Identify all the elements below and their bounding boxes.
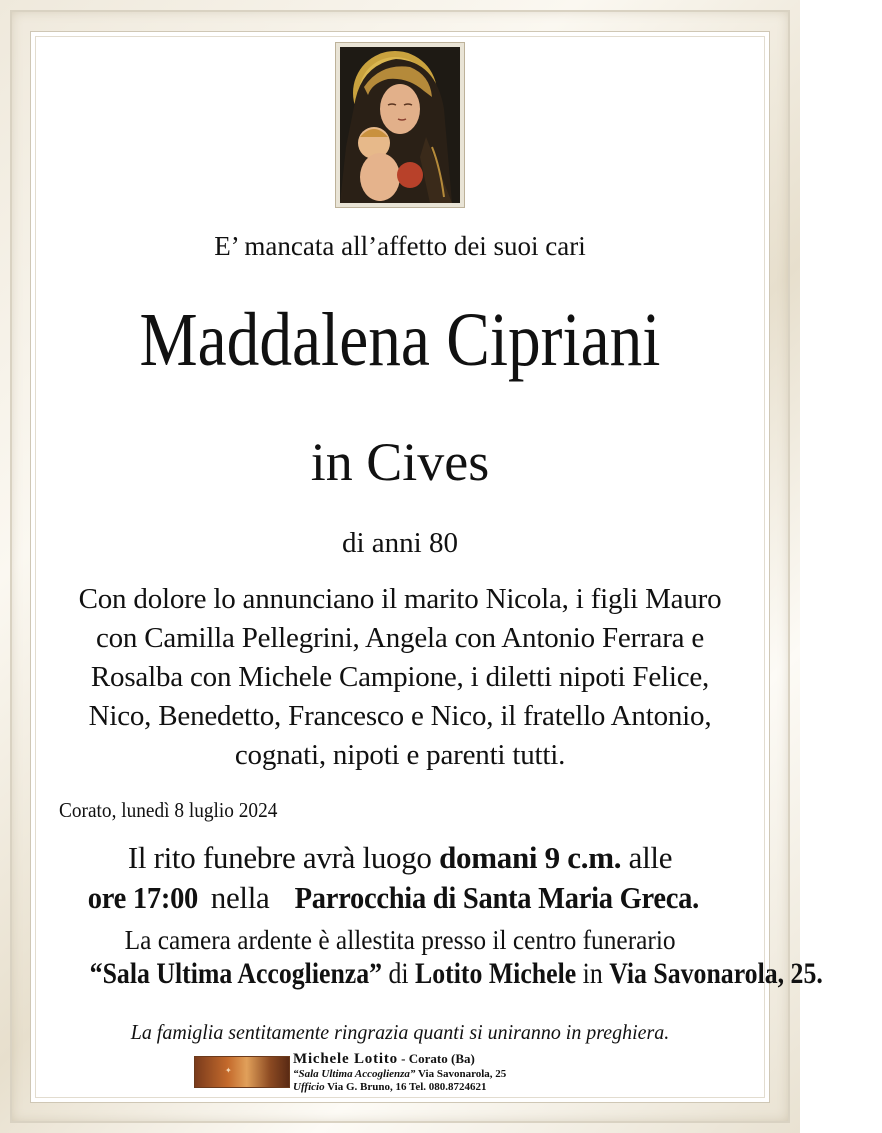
chapel-address: Via Savonarola, 25. <box>609 957 823 990</box>
intro-text: E’ mancata all’affetto dei suoi cari <box>214 231 586 261</box>
chapel-line-1: La camera ardente è allestita presso il centro funerario <box>124 925 676 955</box>
rite-church: Parrocchia di Santa Maria Greca. <box>294 880 699 915</box>
footer-venue: “Sala Ultima Accoglienza” <box>293 1068 416 1080</box>
footer-office-label: Ufficio <box>293 1081 325 1093</box>
chapel-info <box>30 923 823 991</box>
footer-office-address: Via G. Bruno, 16 Tel. 080.8724621 <box>324 1081 487 1093</box>
announcement-line: Rosalba con Michele Campione, i diletti nipoti Felice, <box>90 661 710 693</box>
rite-text: nella <box>203 880 277 915</box>
rite-line-1 <box>30 838 770 878</box>
announcement-line: Con dolore lo annunciano il marito Nicola, i figli Mauro <box>78 583 722 615</box>
rite-text: alle <box>621 840 673 875</box>
deceased-name: Maddalena Cipriani <box>139 298 661 382</box>
funeral-home-logo <box>194 1056 290 1088</box>
footer-line-3 <box>293 1081 506 1094</box>
footer-company: Michele Lotito <box>293 1051 398 1067</box>
funeral-rite-info <box>30 838 770 918</box>
rite-date: domani 9 c.m. <box>439 840 622 875</box>
age-text: di anni 80 <box>342 527 458 559</box>
dateline: Corato, lunedì 8 luglio 2024 <box>59 798 278 822</box>
chapel-owner: Lotito Michele <box>415 957 577 990</box>
rite-line-2 <box>30 878 770 918</box>
thanks-text: La famiglia sentitamente ringrazia quanti si uniranno in preghiera. <box>130 1020 670 1044</box>
footer-venue-address: Via Savonarola, 25 <box>415 1068 507 1080</box>
announcement-line: con Camilla Pellegrini, Angela con Antonio Ferrara e <box>95 622 705 654</box>
footer-line-2 <box>293 1068 506 1081</box>
announcement <box>30 580 770 775</box>
announcement-line: cognati, nipoti e parenti tutti. <box>234 739 566 771</box>
chapel-line-2 <box>90 957 823 991</box>
married-name: in Cives <box>310 432 490 492</box>
rite-text: Il rito funebre avrà luogo <box>127 840 440 875</box>
announcement-line: Nico, Benedetto, Francesco e Nico, il fratello Antonio, <box>88 700 712 732</box>
chapel-text: di <box>382 957 416 990</box>
madonna-and-child-icon <box>335 42 465 208</box>
funeral-home-footer <box>293 1050 506 1094</box>
footer-city: - Corato (Ba) <box>397 1051 475 1066</box>
chapel-text: in <box>576 957 610 990</box>
logo-mark: ✦ <box>225 1066 233 1075</box>
chapel-venue: “Sala Ultima Accoglienza” <box>89 957 383 990</box>
rite-time: ore 17:00 <box>88 880 199 915</box>
madonna-and-child-artwork <box>340 47 460 203</box>
